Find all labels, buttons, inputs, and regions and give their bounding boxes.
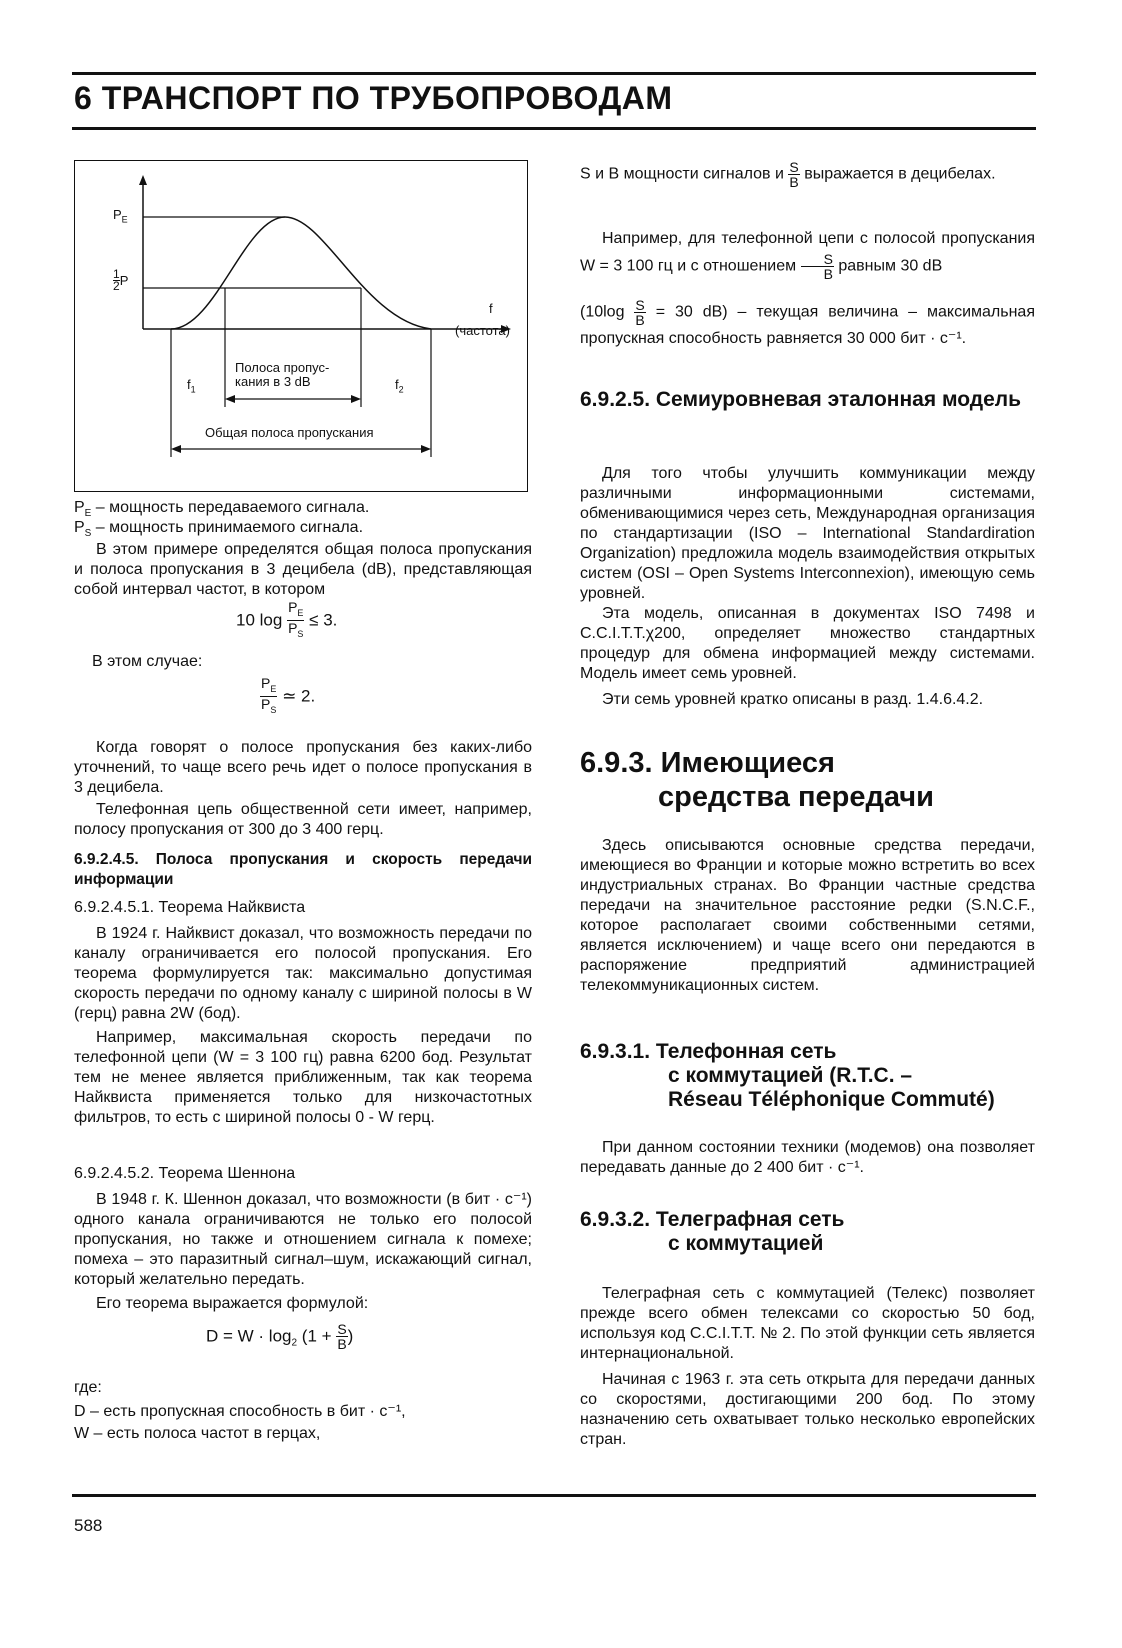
heading-nyquist: 6.9.2.4.5.1. Теорема Найквиста (74, 899, 306, 916)
paragraph-osi-1: Для того чтобы улучшить коммуникации между различными информационными системами, обменивающимися через сеть, Международная организация по стандартизации (ISO – International Standardiration Organization) предложила модель взаимодействия открытых систем (OSI – Open Systems Interconnexion), имеющую семь уровней. (580, 465, 1035, 602)
bandwidth-figure (74, 160, 528, 492)
paragraph-s-b: S и B мощности сигналов и $\frac{S}{B}$ выражается в децибелах. (580, 159, 996, 190)
paragraph-6-9-3-2-b: Начиная с 1963 г. эта сеть открыта для передачи данных со скоростями, достигающими 200 бод. По этому назначению сеть охватывает только несколько европейских стран. (580, 1371, 1035, 1448)
chapter-title: 6 ТРАНСПОРТ ПО ТРУБОПРОВОДАМ (74, 80, 673, 116)
footer-rule (72, 1494, 1036, 1497)
half-p-axis-label: $\frac{1}{2}$ P (113, 267, 129, 293)
paragraph-3db: Когда говорят о полосе пропускания без каких-либо уточнений, то чаще всего речь идет о полосе пропускания в 3 децибела. (74, 739, 532, 796)
f2-label: $f_2$ (395, 377, 404, 395)
paragraph-6-9-3-1: При данном состоянии техники (модемов) она позволяет передавать данные до 2 400 бит · с⁻¹. (580, 1139, 1035, 1176)
heading-6-9-3-2: 6.9.3.2. Телеграфная сеть с коммутацией (580, 1208, 845, 1255)
where-label: где: (74, 1379, 102, 1396)
paragraph-6-9-3-2-a: Телеграфная сеть с коммутацией (Телекс) позволяет прежде всего обмен телексами со скоростью 50 бод, используя код C.C.I.T.T. № 2. По этой функции сеть является интернациональной. (580, 1285, 1035, 1362)
paragraph-shannon-1: В 1948 г. К. Шеннон доказал, что возможности (в бит · с⁻¹) одного канала ограничиваются не только его полосой пропускания, но также и отношением сигнала к помехе; помеха – это паразитный сигнал–шум, искажающий сигнал, который желательно передать. (74, 1191, 532, 1288)
passband-3db-label: Полоса пропус- кания в 3 dB (235, 360, 330, 389)
paragraph-telephone-example: Например, для телефонной цепи с полосой пропускания W = 3 100 гц и с отношением $\frac{S}{B}$ равным 30 dB (580, 230, 1035, 282)
paragraph-shannon-2: Его теорема выражается формулой: (96, 1295, 369, 1312)
ps-definition: $P_S$ – мощность принимаемого сигнала. (74, 519, 364, 540)
paragraph-nyquist-2: Например, максимальная скорость передачи по телефонной цепи (W = 3 100 гц) равна 6200 бод. Результат тем не менее является приближенным, так как теорема Найквиста применяется только для низкочастотных фильтров, то есть с шириной полосы 0 - W герц. (74, 1029, 532, 1126)
pe-axis-label: $P_E$ (113, 207, 128, 225)
heading-6-9-2-4-5: 6.9.2.4.5. Полоса пропускания и скорость передачи информации (74, 851, 532, 888)
paragraph-telephone-band: Телефонная цепь общественной сети имеет, например, полосу пропускания от 300 до 3 400 герц. (74, 801, 532, 838)
header-rule-bottom (72, 127, 1036, 130)
f1-label: $f_1$ (187, 377, 196, 395)
f-axis-label: f (489, 301, 493, 316)
paragraph-6-9-3: Здесь описываются основные средства передачи, имеющиеся во Франции и которые можно встретить во всех индустриальных странах. Во Франции частные средства передачи на значительное расстояние редки (S.N.C.F., которое располагает своими собственными сетями, является исключением) и чаще всего они передаются в распоряжение предприятий администрацией телекоммуникационных систем. (580, 837, 1035, 994)
formula-shannon: $D = W \cdot \log_2 (1$ + $\frac{S}{B}$ ) (206, 1321, 354, 1352)
frequency-label: (частота) (455, 323, 510, 338)
paragraph-nyquist-1: В 1924 г. Найквист доказал, что возможность передачи по каналу ограничивается его полосой пропускания. Его теорема формулируется так: максимально допустимая скорость передачи по одному каналу с шириной полосы в W (герц) равна 2W (бод). (74, 925, 532, 1022)
paragraph-10log-example: (10log $\frac{S}{B}$ = 30 dB) – текущая величина – максимальная пропускная способность равняется 30 000 бит · с⁻¹. (580, 297, 1035, 347)
pe-definition: $P_E$ – мощность передаваемого сигнала. (74, 499, 370, 520)
heading-shannon: 6.9.2.4.5.2. Теорема Шеннона (74, 1165, 296, 1182)
definition-w: W – есть полоса частот в герцах, (74, 1425, 321, 1442)
in-this-case: В этом случае: (92, 653, 203, 670)
header-rule-top (72, 72, 1036, 75)
formula-10log: 10 log $\frac{P_E}{P_S}$ ≤ 3. (236, 599, 338, 639)
paragraph-osi-3: Эти семь уровней кратко описаны в разд. 1.4.6.4.2. (602, 691, 984, 708)
definition-d: D – есть пропускная способность в бит · с⁻¹, (74, 1403, 406, 1420)
total-band-label: Общая полоса пропускания (205, 425, 374, 440)
paragraph-bandwidth-intro: В этом примере определятся общая полоса пропускания и полоса пропускания в 3 децибела (dB), представляющая собой интервал частот, в котором (74, 541, 532, 598)
formula-ratio: $\frac{P_E}{P_S}$ ≃ 2. (261, 675, 316, 715)
paragraph-osi-2: Эта модель, описанная в документах ISO 7498 и C.C.I.T.T.χ200, определяет множество стандартных процедур для обмена информацией между системами. Модель имеет семь уровней. (580, 605, 1035, 682)
heading-6-9-2-5: 6.9.2.5. Семиуровневая эталонная модель (580, 388, 1022, 411)
heading-6-9-3-1: 6.9.3.1. Телефонная сеть с коммутацией (R.T.C. – Réseau Téléphonique Commuté) (580, 1040, 995, 1111)
page-number: 588 (74, 1516, 103, 1535)
heading-6-9-3: 6.9.3. Имеющиеся средства передачи (580, 747, 934, 813)
